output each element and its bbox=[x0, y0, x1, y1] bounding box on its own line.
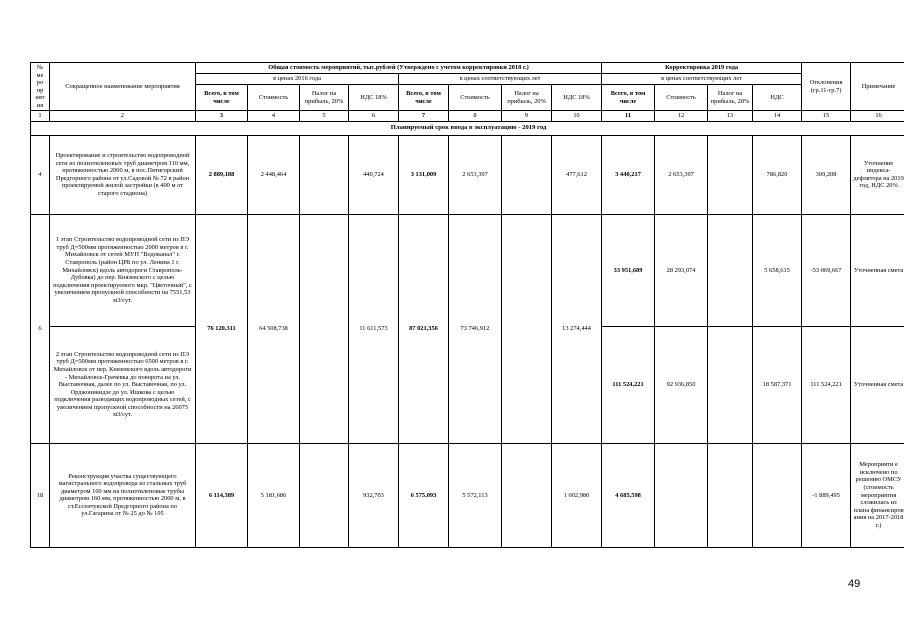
cell-total-correction: 4 685,598 bbox=[602, 443, 655, 547]
cell-deviation: -1 889,495 bbox=[802, 443, 851, 547]
header-vat18: НДС 18% bbox=[552, 84, 602, 110]
cell-note: Уточненная смета bbox=[851, 214, 904, 326]
column-numbers-row bbox=[31, 111, 904, 122]
header-group-correction: Корректировка 2019 года bbox=[602, 63, 802, 74]
project-name-stage-2: 2 этап Строительство водопроводной сети из ПЭ труб Д=500мм протяженностью 6500 метров в г. Михайловск от пер. Князевского вдоль автодороги - Михайловск-Грачевка до поворота на ул. Выставочная, далее по ул. Выставочная, по ул. Орджоникидзе до ул. Ишкова с целью подключения разводящих водопроводных сетей, с увеличением пропускной способности на 26075 м3/сут. bbox=[50, 326, 196, 443]
header-profit-tax: Налог на прибыль, 20% bbox=[708, 84, 753, 110]
cell-tax-current bbox=[502, 135, 552, 214]
header-vat18: НДС 18% bbox=[349, 84, 399, 110]
row-number: 4 bbox=[31, 135, 50, 214]
column-number: 11 bbox=[602, 111, 655, 122]
project-name: Проектирование и строительство водопроводной сети из полиэтиленовых труб диаметром 110 мм, протяженностью 2000 м, в пос.Пятигорский Предгорного района от ул.Садовой № 72 в район проектируемой жилой застройки (в 400 м от старого стадиона) bbox=[50, 135, 196, 214]
column-number: 10 bbox=[552, 111, 602, 122]
cell-vat-2016: 440,724 bbox=[349, 135, 399, 214]
table-row bbox=[31, 214, 904, 326]
page-number: 49 bbox=[848, 578, 861, 590]
header-vat: НДС bbox=[753, 84, 802, 110]
column-number: 14 bbox=[753, 111, 802, 122]
column-number: 12 bbox=[655, 111, 708, 122]
cell-cost-correction: 92 936,850 bbox=[655, 326, 708, 443]
cell-cost-correction bbox=[655, 443, 708, 547]
cell-vat-correction bbox=[753, 443, 802, 547]
cell-vat-2016: 11 611,573 bbox=[349, 214, 399, 443]
cell-total-correction: 111 524,221 bbox=[602, 326, 655, 443]
header-col-deviation: Отклонения (гр.11-гр.7) bbox=[802, 63, 851, 111]
cell-total-current: 87 021,356 bbox=[399, 214, 449, 443]
column-number: 3 bbox=[196, 111, 248, 122]
cell-vat-current: 1 002,980 bbox=[552, 443, 602, 547]
header-cost: Стоимость bbox=[655, 84, 708, 110]
header-col-note: Примечание bbox=[851, 63, 904, 111]
cell-cost-current: 2 653,397 bbox=[449, 135, 502, 214]
cell-total-2016: 2 889,188 bbox=[196, 135, 248, 214]
column-number: 9 bbox=[502, 111, 552, 122]
cell-total-current: 3 131,009 bbox=[399, 135, 449, 214]
cell-note: Мероприяти е исключено по решению ОМСУ (стоимость мероприятия сложилась из плана финансиров ания на 2017-2018 г.) bbox=[851, 443, 904, 547]
cell-total-correction: 3 440,217 bbox=[602, 135, 655, 214]
cell-tax-current bbox=[502, 443, 552, 547]
cell-tax-correction bbox=[708, 326, 753, 443]
cell-cost-correction: 28 293,074 bbox=[655, 214, 708, 326]
cell-deviation: -53 069,667 bbox=[802, 214, 851, 326]
column-number: 13 bbox=[708, 111, 753, 122]
header-prices-current: в ценах соответствующих лет bbox=[399, 74, 602, 85]
cell-tax-correction bbox=[708, 214, 753, 326]
cell-total-2016: 76 120,311 bbox=[196, 214, 248, 443]
header-profit-tax: Налог на прибыль, 20% bbox=[300, 84, 349, 110]
cell-total-2016: 6 114,389 bbox=[196, 443, 248, 547]
header-prices-current-correction: в ценах соответствующих лет bbox=[602, 74, 802, 85]
column-number: 5 bbox=[300, 111, 349, 122]
cell-deviation: 309,208 bbox=[802, 135, 851, 214]
cell-total-correction: 33 951,689 bbox=[602, 214, 655, 326]
cell-cost-2016: 5 181,686 bbox=[248, 443, 300, 547]
cell-vat-correction: 786,820 bbox=[753, 135, 802, 214]
cell-cost-2016: 2 448,464 bbox=[248, 135, 300, 214]
cost-table bbox=[30, 62, 904, 548]
cell-vat-correction: 5 658,615 bbox=[753, 214, 802, 326]
header-profit-tax: Налог на прибыль, 20% bbox=[502, 84, 552, 110]
cell-deviation: 111 524,221 bbox=[802, 326, 851, 443]
header-total: Всего, в том числе bbox=[196, 84, 248, 110]
header-prices-2016: в ценах 2016 года bbox=[196, 74, 399, 85]
cell-tax-current bbox=[502, 214, 552, 443]
header-group-total: Общая стоимость мероприятий, тыс.рублей (Утверждено с учетом корректировки 2018 г.) bbox=[196, 63, 602, 74]
header-col-number: № ме ро пр ият ия bbox=[31, 63, 50, 111]
cell-vat-correction: 18 587,371 bbox=[753, 326, 802, 443]
header-cost: Стоимость bbox=[449, 84, 502, 110]
cell-cost-2016: 64 508,738 bbox=[248, 214, 300, 443]
cell-total-current: 6 575,093 bbox=[399, 443, 449, 547]
column-number: 8 bbox=[449, 111, 502, 122]
header-cost: Стоимость bbox=[248, 84, 300, 110]
cell-tax-correction bbox=[708, 135, 753, 214]
column-number: 16 bbox=[851, 111, 904, 122]
cell-note: Уточнение индекса-дефлятора на 2019 год, НДС 20% bbox=[851, 135, 904, 214]
column-number: 1 bbox=[31, 111, 50, 122]
header-total: Всего, в том числе bbox=[399, 84, 449, 110]
cell-tax-correction bbox=[708, 443, 753, 547]
cell-cost-correction: 2 653,397 bbox=[655, 135, 708, 214]
header-total: Всего, в том числе bbox=[602, 84, 655, 110]
cell-cost-current: 73 746,912 bbox=[449, 214, 502, 443]
row-number: 6 bbox=[31, 214, 50, 443]
table-row bbox=[31, 135, 904, 214]
cell-cost-current: 5 572,113 bbox=[449, 443, 502, 547]
cell-tax-2016 bbox=[300, 135, 349, 214]
column-number: 6 bbox=[349, 111, 399, 122]
cell-vat-current: 477,612 bbox=[552, 135, 602, 214]
cell-note: Уточненная смета bbox=[851, 326, 904, 443]
cell-tax-2016 bbox=[300, 214, 349, 443]
project-name: Реконструкция участка существующего магистрального водопровода из стальных труб диаметром 100 мм на полиэтиленовые трубы диаметром 160 мм, протяженностью 2000 м, в ст.Ессентукской Предгорного района по ул.Гагарина от № 25 до № 195 bbox=[50, 443, 196, 547]
table-row bbox=[31, 443, 904, 547]
header-col-name: Сокращенное наименование мероприятия bbox=[50, 63, 196, 111]
column-number: 7 bbox=[399, 111, 449, 122]
column-number: 2 bbox=[50, 111, 196, 122]
row-number: 18 bbox=[31, 443, 50, 547]
cell-vat-2016: 932,703 bbox=[349, 443, 399, 547]
cell-vat-current: 13 274,444 bbox=[552, 214, 602, 443]
column-number: 15 bbox=[802, 111, 851, 122]
project-name-stage-1: 1 этап Строительство водопроводной сети из ПЭ труб Д=500мм протяженностью 2000 метров в г. Михайловск от сетей МУП "Водоканал" г. Ставрополь (район ЦРБ по ул. Ленина 1 г. Михайловск) вдоль автодороги Ставрополь-Дубовка) до пер. Князевского с целью подключения проектируемого мкр. "Цветочный", с увеличением пропускной способности на 7551,53 м3/сут. bbox=[50, 214, 196, 326]
section-title: Планируемый срок ввода в эксплуатацию - 2019 год bbox=[31, 121, 904, 135]
column-number: 4 bbox=[248, 111, 300, 122]
cell-tax-2016 bbox=[300, 443, 349, 547]
